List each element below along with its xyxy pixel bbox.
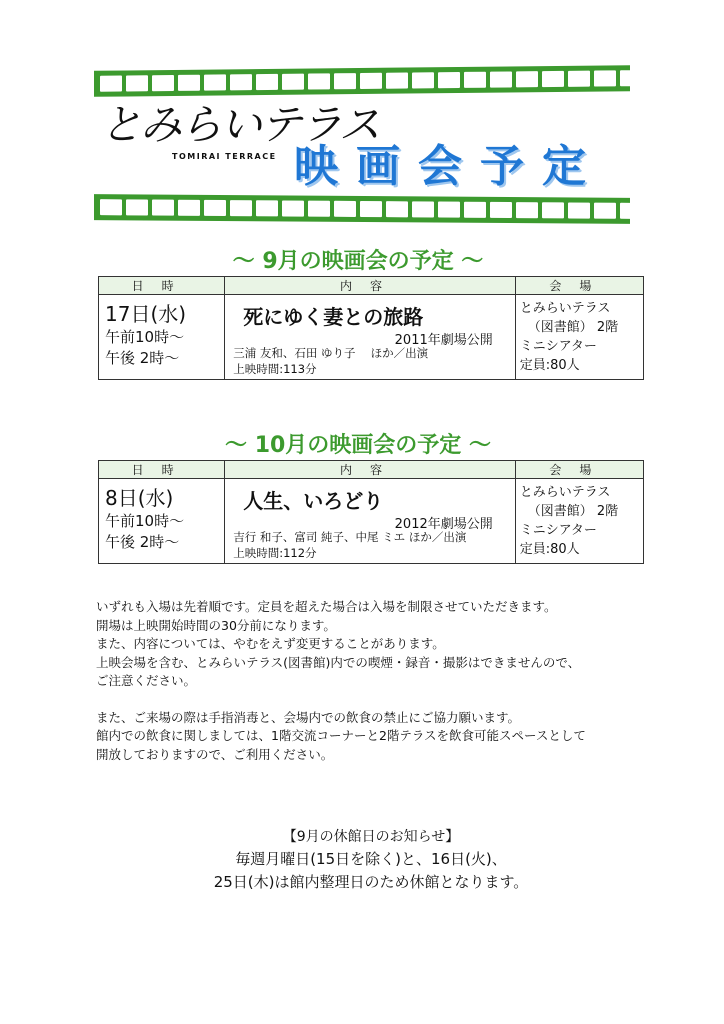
release-year: 2012年劇場公開 bbox=[394, 517, 493, 532]
closure-line: 25日(木)は館内整理日のため休館となります。 bbox=[213, 873, 529, 891]
screening-date: 8日(水) bbox=[105, 486, 174, 510]
screening-date: 17日(水) bbox=[105, 302, 187, 326]
release-year: 2011年劇場公開 bbox=[394, 333, 493, 348]
logo-english: TOMIRAI TERRACE bbox=[172, 152, 277, 161]
venue-cell bbox=[515, 479, 643, 564]
screening-time-am: 午前10時～ bbox=[105, 512, 185, 530]
runtime: 上映時間:113分 bbox=[233, 362, 317, 376]
venue-cell bbox=[515, 295, 643, 380]
venue-room: ミニシアター bbox=[519, 523, 597, 538]
table-row bbox=[99, 295, 644, 380]
content-cell bbox=[225, 295, 516, 380]
film-strip-top-decoration bbox=[94, 65, 630, 97]
table-header-row bbox=[99, 461, 644, 479]
closure-line: 毎週月曜日(15日を除く)と、16日(火)、 bbox=[235, 850, 507, 868]
header-content: 内容 bbox=[225, 277, 516, 295]
screening-time-am: 午前10時～ bbox=[105, 328, 185, 346]
header-content: 内容 bbox=[225, 461, 516, 479]
cast-list: 三浦 友和、石田 ゆり子 ほか／出演 bbox=[233, 346, 429, 360]
venue-name: とみらいテラス bbox=[519, 301, 611, 316]
notice-line: また、内容については、やむをえず変更することがあります。 bbox=[96, 636, 445, 651]
closure-heading: 【9月の休館日のお知らせ】 bbox=[282, 829, 460, 845]
header-venue: 会場 bbox=[515, 277, 643, 295]
notice-line: 館内での飲食に関しましては、1階交流コーナーと2階テラスを飲食可能スペースとして bbox=[96, 728, 586, 743]
october-section-title: ～ 10月の映画会の予定 ～ bbox=[225, 433, 491, 458]
content-cell bbox=[225, 479, 516, 564]
date-cell bbox=[99, 479, 225, 564]
header-date: 日時 bbox=[99, 277, 225, 295]
page-title: 映画会予定 bbox=[294, 141, 604, 192]
logo-japanese: とみらいテラス bbox=[100, 100, 379, 149]
october-schedule-table bbox=[98, 460, 644, 564]
notice-line: 上映会場を含む、とみらいテラス(図書館)内での喫煙・録音・撮影はできませんので、 bbox=[96, 654, 581, 670]
september-section-title: ～ 9月の映画会の予定 ～ bbox=[232, 249, 484, 274]
notice-line: 開場は上映開始時間の30分前になります。 bbox=[96, 617, 336, 633]
notice-line: また、ご来場の際は手指消毒と、会場内での飲食の禁止にご協力願います。 bbox=[96, 709, 521, 725]
notice-text bbox=[96, 598, 656, 764]
closure-notice bbox=[98, 826, 644, 894]
notice-line: 開放しておりますので、ご利用ください。 bbox=[96, 746, 334, 762]
movie-title: 死にゆく妻との旅路 bbox=[243, 305, 424, 329]
screening-time-pm: 午後 2時～ bbox=[105, 349, 180, 367]
runtime: 上映時間:112分 bbox=[233, 546, 317, 560]
venue-name: とみらいテラス bbox=[519, 485, 611, 500]
september-schedule-table bbox=[98, 276, 644, 380]
notice-line: いずれも入場は先着順です。定員を超えた場合は入場を制限させていただきます。 bbox=[96, 599, 557, 614]
date-cell bbox=[99, 295, 225, 380]
screening-time-pm: 午後 2時～ bbox=[105, 533, 180, 551]
venue-floor: （図書館） 2階 bbox=[527, 504, 619, 519]
venue-room: ミニシアター bbox=[519, 339, 597, 354]
venue-floor: （図書館） 2階 bbox=[527, 320, 619, 335]
movie-title: 人生、いろどり bbox=[243, 489, 384, 513]
venue-capacity: 定員:80人 bbox=[519, 542, 580, 557]
venue-capacity: 定員:80人 bbox=[519, 358, 580, 373]
header-venue: 会場 bbox=[515, 461, 643, 479]
cast-list: 吉行 和子、富司 純子、中尾 ミエ ほか／出演 bbox=[233, 530, 467, 544]
film-strip-bottom-decoration bbox=[94, 194, 630, 224]
header-date: 日時 bbox=[99, 461, 225, 479]
table-row bbox=[99, 479, 644, 564]
table-header-row bbox=[99, 277, 644, 295]
notice-line: ご注意ください。 bbox=[96, 673, 197, 688]
